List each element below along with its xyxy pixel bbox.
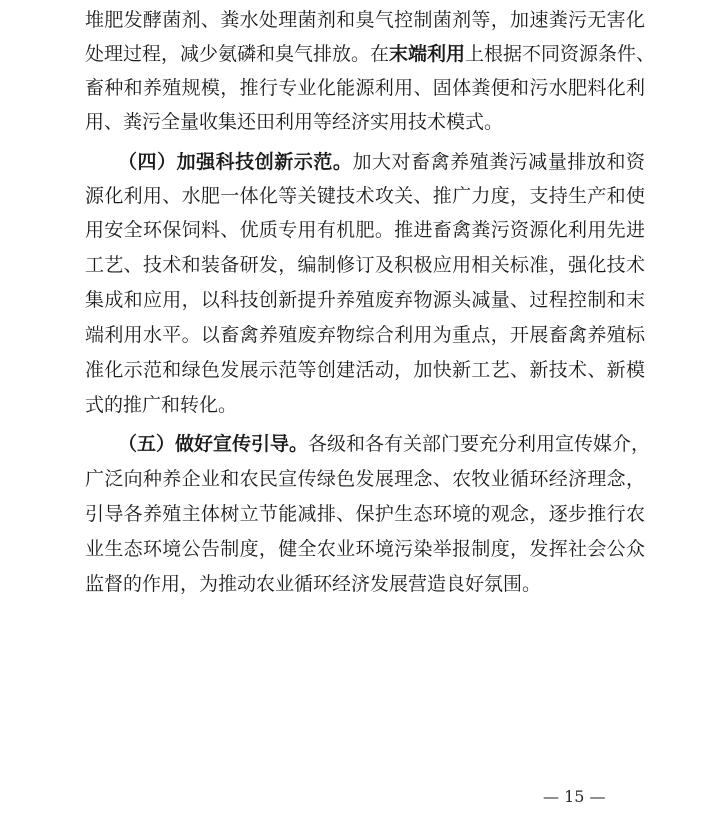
text-line: 集成和应用，以科技创新提升养殖废弃物源头减量、过程控制和末 <box>85 289 645 311</box>
emphasis-text: 末端利用 <box>389 43 466 65</box>
text-line: 工艺、技术和装备研发，编制修订及积极应用相关标准，强化技术 <box>85 254 645 276</box>
text-line: 业生态环境公告制度，健全农业环境污染举报制度，发挥社会公众 <box>85 538 645 560</box>
text-line <box>118 145 645 179</box>
text-run: 上根据不同资源条件、 <box>465 43 656 65</box>
text-line: 式的推广和转化。 <box>85 394 238 416</box>
text-line <box>85 37 656 71</box>
text-line: 用、粪污全量收集还田利用等经济实用技术模式。 <box>85 111 504 133</box>
text-run: 加大对畜禽养殖粪污减量排放和资 <box>352 151 645 173</box>
section-heading: （四）加强科技创新示范。 <box>118 151 353 173</box>
text-line: 堆肥发酵菌剂、粪水处理菌剂和臭气控制菌剂等，加速粪污无害化 <box>85 9 645 31</box>
text-line <box>118 427 651 461</box>
text-line: 监督的作用，为推动农业循环经济发展营造良好氛围。 <box>85 573 542 595</box>
text-line: 端利用水平。以畜禽养殖废弃物综合利用为重点，开展畜禽养殖标 <box>85 324 645 346</box>
section-heading: （五）做好宣传引导。 <box>118 433 309 455</box>
page-number: — 15 — <box>543 787 606 806</box>
text-line: 源化利用、水肥一体化等关键技术攻关、推广力度，支持生产和使 <box>85 185 645 207</box>
text-run: 处理过程，减少氨磷和臭气排放。在 <box>85 43 390 65</box>
text-line: 广泛向种养企业和农民宣传绿色发展理念、农牧业循环经济理念， <box>85 468 645 490</box>
text-run: 各级和各有关部门要充分利用宣传媒介， <box>308 433 651 455</box>
text-line: 引导各养殖主体树立节能减排、保护生态环境的观念，逐步推行农 <box>85 503 645 525</box>
text-line: 畜种和养殖规模，推行专业化能源利用、固体粪便和污水肥料化利 <box>85 77 645 99</box>
text-line: 用安全环保饲料、优质专用有机肥。推进畜禽粪污资源化利用先进 <box>85 219 645 241</box>
text-line: 准化示范和绿色发展示范等创建活动，加快新工艺、新技术、新模 <box>85 359 645 381</box>
